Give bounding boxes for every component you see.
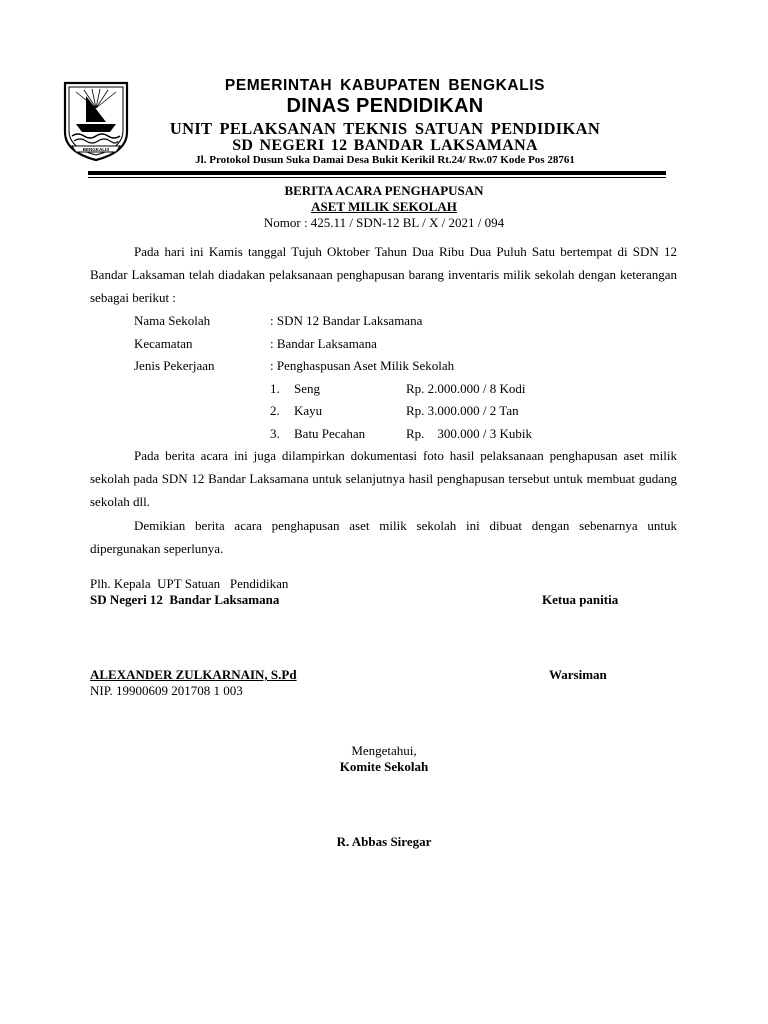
item-price: Rp. 2.000.000 / 8 Kodi (406, 381, 526, 396)
detail-value-district: : Bandar Laksamana (270, 336, 377, 351)
item-number: 1. (270, 381, 280, 396)
detail-label-work-type: Jenis Pekerjaan (134, 358, 215, 373)
document-subtitle: ASET MILIK SEKOLAH (311, 199, 457, 214)
item-name: Kayu (294, 403, 323, 418)
signer-left-name: ALEXANDER ZULKARNAIN, S.Pd (90, 667, 297, 682)
letterhead-school: SD NEGERI 12 BANDAR LAKSAMANA (232, 137, 538, 154)
letterhead-address: Jl. Protokol Dusun Suka Damai Desa Bukit Kerikil Rt.24/ Rw.07 Kode Pos 28761 (195, 154, 575, 166)
letterhead-unit: UNIT PELAKSANAN TEKNIS SATUAN PENDIDIKAN (169, 119, 601, 138)
signer-left-institution: SD Negeri 12 Bandar Laksamana (90, 592, 280, 607)
letterhead-divider-thin (88, 177, 666, 178)
closing-paragraph: Demikian berita acara penghapusan aset milik sekolah ini dibuat dengan sebenarnya untuk dipergunakan seperlunya. (90, 518, 677, 556)
acknowledgement-label: Mengetahui, (351, 743, 417, 758)
committee-role: Komite Sekolah (339, 759, 429, 774)
item-number: 2. (270, 403, 280, 418)
detail-label-district: Kecamatan (134, 336, 193, 351)
detail-label-school: Nama Sekolah (134, 313, 211, 328)
committee-signer-name: R. Abbas Siregar (336, 834, 432, 849)
document-title: BERITA ACARA PENGHAPUSAN (284, 183, 484, 198)
signer-left-role: Plh. Kepala UPT Satuan Pendidikan (90, 576, 289, 591)
letterhead-divider-thick (88, 171, 666, 175)
signer-left-nip: NIP. 19900609 201708 1 003 (90, 683, 243, 698)
letterhead-department: DINAS PENDIDIKAN (286, 95, 484, 117)
detail-value-work-type: : Penghaspusan Aset Milik Sekolah (270, 358, 455, 373)
document-number: Nomor : 425.11 / SDN-12 BL / X / 2021 / 094 (263, 215, 505, 230)
signer-right-name: Warsiman (549, 667, 607, 682)
item-name: Batu Pecahan (294, 426, 366, 441)
item-price: Rp. 3.000.000 / 2 Tan (406, 403, 519, 418)
signer-right-role: Ketua panitia (542, 592, 619, 607)
detail-value-school: : SDN 12 Bandar Laksamana (270, 313, 423, 328)
item-price: Rp. 300.000 / 3 Kubik (406, 426, 533, 441)
svg-text:BENGKALIS: BENGKALIS (82, 147, 110, 152)
attachment-paragraph: Pada berita acara ini juga dilampirkan dokumentasi foto hasil pelaksanaan penghapusan aset milik sekolah pada SDN 12 Bandar Laksamana untuk selanjutnya hasil penghapusan tersebut untuk membuat gudang sekolah dll. (90, 448, 677, 509)
bengkalis-emblem-logo (62, 80, 130, 162)
opening-paragraph: Pada hari ini Kamis tanggal Tujuh Oktober Tahun Dua Ribu Dua Puluh Satu bertempat di SDN 12 Bandar Laksaman telah diadakan pelaksanaan penghapusan barang inventaris milik sekolah dengan keterangan sebagai berikut : (90, 244, 677, 305)
letterhead-government: PEMERINTAH KABUPATEN BENGKALIS (224, 77, 546, 94)
item-name: Seng (294, 381, 320, 396)
item-number: 3. (270, 426, 280, 441)
